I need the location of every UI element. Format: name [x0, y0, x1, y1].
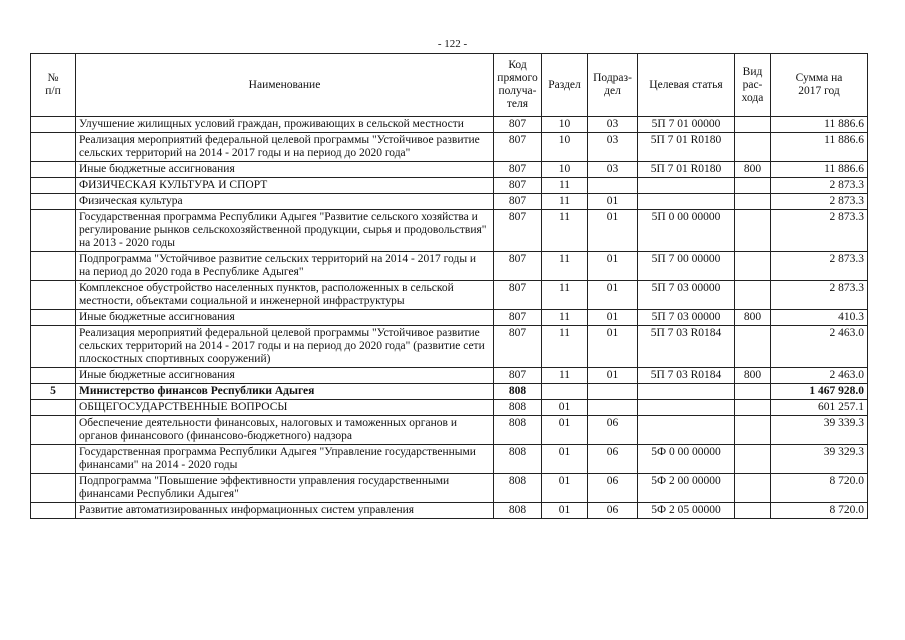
cell-target: 5Ф 0 00 00000: [638, 445, 735, 474]
cell-num: [31, 368, 76, 384]
table-row: [31, 178, 868, 194]
cell-name: ФИЗИЧЕСКАЯ КУЛЬТУРА И СПОРТ: [76, 178, 494, 194]
cell-sum: 39 339.3: [771, 416, 868, 445]
cell-subsection: 01: [588, 281, 638, 310]
cell-code: 807: [494, 310, 542, 326]
cell-target: 5П 7 01 00000: [638, 117, 735, 133]
cell-num: [31, 416, 76, 445]
header-target: Целевая статья: [638, 54, 735, 117]
cell-num: [31, 162, 76, 178]
cell-section: [542, 384, 588, 400]
cell-section: 11: [542, 368, 588, 384]
cell-num: [31, 133, 76, 162]
cell-name: Подпрограмма "Повышение эффективности управления государственными финансами Республики Адыгея": [76, 474, 494, 503]
table-row: [31, 281, 868, 310]
cell-sum: 2 873.3: [771, 252, 868, 281]
header-sum: Сумма на 2017 год: [771, 54, 868, 117]
cell-name: Реализация мероприятий федеральной целевой программы "Устойчивое развитие сельских территорий на 2014 - 2017 годы и на период до 2020 года" (развитие сети плоскостных спортивных сооружений): [76, 326, 494, 368]
cell-subsection: 03: [588, 133, 638, 162]
cell-subsection: 06: [588, 416, 638, 445]
cell-section: 11: [542, 310, 588, 326]
cell-section: 10: [542, 162, 588, 178]
cell-num: [31, 400, 76, 416]
cell-num: [31, 310, 76, 326]
cell-sum: 8 720.0: [771, 474, 868, 503]
table-body: [31, 117, 868, 519]
cell-expense-type: 800: [735, 162, 771, 178]
cell-target: 5П 7 01 R0180: [638, 133, 735, 162]
cell-num: [31, 252, 76, 281]
cell-target: 5П 7 03 00000: [638, 310, 735, 326]
cell-code: 807: [494, 117, 542, 133]
cell-expense-type: [735, 194, 771, 210]
cell-code: 807: [494, 252, 542, 281]
cell-name: Государственная программа Республики Адыгея "Развитие сельского хозяйства и регулирование рынков сельскохозяйственной продукции, сырья и продовольствия" на 2013 - 2020 годы: [76, 210, 494, 252]
cell-sum: 11 886.6: [771, 117, 868, 133]
cell-sum: 39 329.3: [771, 445, 868, 474]
cell-name: Реализация мероприятий федеральной целевой программы "Устойчивое развитие сельских территорий на 2014 - 2017 годы и на период до 2020 года": [76, 133, 494, 162]
cell-expense-type: [735, 281, 771, 310]
cell-target: 5П 7 03 R0184: [638, 326, 735, 368]
cell-section: 10: [542, 117, 588, 133]
cell-section: 11: [542, 194, 588, 210]
cell-subsection: 01: [588, 310, 638, 326]
cell-expense-type: [735, 416, 771, 445]
table-row: [31, 445, 868, 474]
cell-name: Иные бюджетные ассигнования: [76, 368, 494, 384]
cell-expense-type: [735, 133, 771, 162]
cell-subsection: [588, 400, 638, 416]
cell-code: 808: [494, 384, 542, 400]
cell-sum: 2 873.3: [771, 210, 868, 252]
cell-code: 807: [494, 162, 542, 178]
header-section: Раздел: [542, 54, 588, 117]
table-row: [31, 503, 868, 519]
cell-target: 5П 7 03 00000: [638, 281, 735, 310]
cell-subsection: [588, 384, 638, 400]
cell-section: 01: [542, 474, 588, 503]
cell-section: 11: [542, 210, 588, 252]
cell-target: 5Ф 2 00 00000: [638, 474, 735, 503]
cell-code: 807: [494, 326, 542, 368]
cell-sum: 2 873.3: [771, 281, 868, 310]
cell-name: Комплексное обустройство населенных пунктов, расположенных в сельской местности, объектами социальной и инженерной инфраструктуры: [76, 281, 494, 310]
header-num: № п/п: [31, 54, 76, 117]
cell-name: Министерство финансов Республики Адыгея: [76, 384, 494, 400]
cell-subsection: 01: [588, 326, 638, 368]
cell-subsection: 01: [588, 194, 638, 210]
cell-section: 11: [542, 281, 588, 310]
cell-name: Обеспечение деятельности финансовых, налоговых и таможенных органов и органов финансового (финансово-бюджетного) надзора: [76, 416, 494, 445]
cell-sum: 11 886.6: [771, 133, 868, 162]
cell-section: 01: [542, 445, 588, 474]
table-header: [31, 54, 868, 117]
header-expense-type: Вид рас- хода: [735, 54, 771, 117]
cell-expense-type: 800: [735, 368, 771, 384]
cell-expense-type: [735, 384, 771, 400]
cell-sum: 2 463.0: [771, 368, 868, 384]
table-row: [31, 326, 868, 368]
cell-name: Государственная программа Республики Адыгея "Управление государственными финансами" на 2014 - 2020 годы: [76, 445, 494, 474]
cell-name: Иные бюджетные ассигнования: [76, 310, 494, 326]
budget-table: [30, 53, 868, 519]
cell-name: Иные бюджетные ассигнования: [76, 162, 494, 178]
cell-sum: 410.3: [771, 310, 868, 326]
cell-name: ОБЩЕГОСУДАРСТВЕННЫЕ ВОПРОСЫ: [76, 400, 494, 416]
cell-num: [31, 326, 76, 368]
cell-name: Развитие автоматизированных информационных систем управления: [76, 503, 494, 519]
cell-expense-type: [735, 210, 771, 252]
cell-expense-type: [735, 474, 771, 503]
cell-subsection: 03: [588, 117, 638, 133]
cell-name: Улучшение жилищных условий граждан, проживающих в сельской местности: [76, 117, 494, 133]
cell-target: [638, 194, 735, 210]
cell-expense-type: [735, 178, 771, 194]
cell-subsection: 03: [588, 162, 638, 178]
cell-target: 5П 0 00 00000: [638, 210, 735, 252]
cell-name: Подпрограмма "Устойчивое развитие сельских территорий на 2014 - 2017 годы и на период до 2020 года в Республике Адыгея": [76, 252, 494, 281]
cell-subsection: 01: [588, 368, 638, 384]
cell-target: [638, 416, 735, 445]
cell-code: 807: [494, 210, 542, 252]
cell-num: [31, 117, 76, 133]
table-row: [31, 368, 868, 384]
cell-expense-type: [735, 445, 771, 474]
cell-subsection: 01: [588, 210, 638, 252]
cell-expense-type: [735, 117, 771, 133]
cell-section: 01: [542, 400, 588, 416]
cell-target: 5П 7 01 R0180: [638, 162, 735, 178]
cell-subsection: 06: [588, 503, 638, 519]
cell-sum: 1 467 928.0: [771, 384, 868, 400]
table-row: [31, 210, 868, 252]
cell-code: 807: [494, 178, 542, 194]
table-row: [31, 400, 868, 416]
cell-code: 808: [494, 445, 542, 474]
page-number: - 122 -: [437, 38, 468, 50]
cell-section: 01: [542, 503, 588, 519]
cell-subsection: [588, 178, 638, 194]
cell-code: 807: [494, 281, 542, 310]
cell-code: 808: [494, 503, 542, 519]
table-row: [31, 474, 868, 503]
cell-num: [31, 474, 76, 503]
cell-sum: 8 720.0: [771, 503, 868, 519]
cell-target: [638, 384, 735, 400]
table-row: [31, 162, 868, 178]
cell-target: 5П 7 03 R0184: [638, 368, 735, 384]
cell-sum: 2 873.3: [771, 178, 868, 194]
cell-sum: 11 886.6: [771, 162, 868, 178]
cell-subsection: 06: [588, 445, 638, 474]
cell-target: [638, 178, 735, 194]
cell-sum: 2 873.3: [771, 194, 868, 210]
header-name: Наименование: [76, 54, 494, 117]
cell-code: 807: [494, 368, 542, 384]
cell-num: [31, 210, 76, 252]
cell-code: 807: [494, 133, 542, 162]
header-subsection: Подраз- дел: [588, 54, 638, 117]
table-row: [31, 252, 868, 281]
cell-num: [31, 281, 76, 310]
cell-code: 808: [494, 400, 542, 416]
cell-code: 807: [494, 194, 542, 210]
cell-expense-type: [735, 400, 771, 416]
cell-target: [638, 400, 735, 416]
cell-expense-type: [735, 252, 771, 281]
cell-section: 11: [542, 326, 588, 368]
cell-expense-type: [735, 503, 771, 519]
cell-expense-type: 800: [735, 310, 771, 326]
cell-num: 5: [31, 384, 76, 400]
cell-num: [31, 503, 76, 519]
table-row: [31, 133, 868, 162]
table-row: [31, 416, 868, 445]
cell-subsection: 06: [588, 474, 638, 503]
cell-sum: 2 463.0: [771, 326, 868, 368]
cell-section: 01: [542, 416, 588, 445]
cell-code: 808: [494, 416, 542, 445]
cell-sum: 601 257.1: [771, 400, 868, 416]
table-row: [31, 310, 868, 326]
cell-section: 11: [542, 178, 588, 194]
cell-subsection: 01: [588, 252, 638, 281]
cell-num: [31, 445, 76, 474]
cell-target: 5Ф 2 05 00000: [638, 503, 735, 519]
cell-num: [31, 178, 76, 194]
cell-section: 10: [542, 133, 588, 162]
cell-code: 808: [494, 474, 542, 503]
header-code: Код прямого получа- теля: [494, 54, 542, 117]
cell-name: Физическая культура: [76, 194, 494, 210]
cell-num: [31, 194, 76, 210]
cell-expense-type: [735, 326, 771, 368]
cell-section: 11: [542, 252, 588, 281]
table-row: [31, 117, 868, 133]
table-row: [31, 384, 868, 400]
cell-target: 5П 7 00 00000: [638, 252, 735, 281]
table-row: [31, 194, 868, 210]
